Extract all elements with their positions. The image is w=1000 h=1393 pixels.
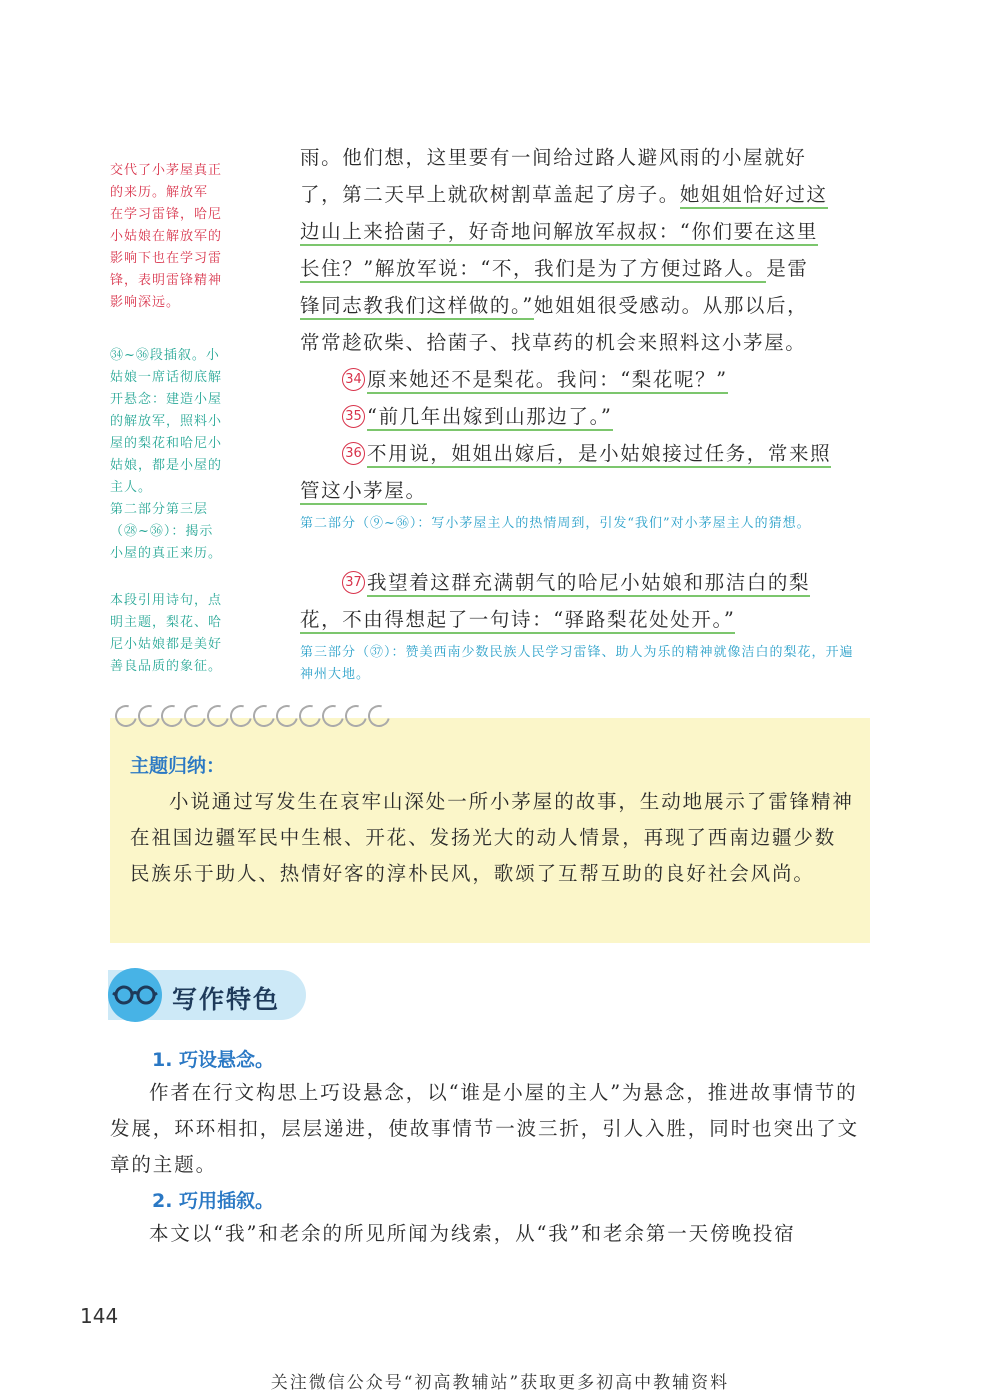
body-line: 了，第二天早上就砍树割草盖起了房子。她姐姐恰好过这 bbox=[300, 180, 865, 210]
annotation-flashback: ㉞~㊱段插叙。小 姑娘一席话彻底解 开悬念：建造小屋 的解放军，照料小 屋的梨花和哈尼小 姑娘，都是小屋的 主人。 第二部分第三层 （㉘~㊱）：揭示 小屋的真正来历。 bbox=[110, 348, 223, 561]
feature-heading-1: 1. 巧设悬念。 bbox=[152, 1049, 275, 1071]
ring-icon bbox=[318, 701, 348, 731]
paragraph-34: 34 原来她还不是梨花。我问：“梨花呢？” bbox=[342, 365, 907, 395]
part3-summary: 第三部分（㊲）：赞美西南少数民族人民学习雷锋、助人为乐的精神就像洁白的梨花，开遍神州大地。 bbox=[300, 645, 854, 682]
body-line: 长住？”解放军说：“不，我们是为了方便过路人。是雷 bbox=[300, 254, 865, 284]
part2-summary: 第二部分（⑨~㊱）：写小茅屋主人的热情周到，引发“我们”对小茅屋主人的猜想。 bbox=[300, 516, 811, 531]
ring-icon bbox=[226, 701, 256, 731]
paragraph-number: 34 bbox=[342, 368, 365, 391]
ring-icon bbox=[111, 701, 141, 731]
ring-icon bbox=[272, 701, 302, 731]
ring-icon bbox=[249, 701, 279, 731]
paragraph-37: 37 我望着这群充满朝气的哈尼小姑娘和那洁白的梨 bbox=[342, 568, 907, 598]
paragraph-number: 36 bbox=[342, 442, 365, 465]
body-line: 锋同志教我们这样做的。”她姐姐很受感动。从那以后， bbox=[300, 291, 865, 321]
feature-paragraph-1: 作者在行文构思上巧设悬念，以“谁是小屋的主人”为悬念，推进故事情节的发展，环环相扣，层层递进，使故事情节一波三折，引人入胜，同时也突出了文章的主题。 bbox=[110, 1081, 860, 1176]
feature-paragraph-2: 本文以“我”和老余的所见所闻为线索，从“我”和老余第一天傍晚投宿 bbox=[149, 1222, 796, 1245]
paragraph-number: 35 bbox=[342, 405, 365, 428]
annotation-poem-quote: 本段引用诗句，点 明主题，梨花、哈 尼小姑娘都是美好 善良品质的象征。 bbox=[110, 593, 223, 674]
ring-icon bbox=[157, 701, 187, 731]
ring-icon bbox=[364, 701, 394, 731]
paragraph-36: 36 不用说，姐姐出嫁后，是小姑娘接过任务，常来照 bbox=[342, 439, 907, 469]
body-line: 常常趁砍柴、拾菌子、找草药的机会来照料这小茅屋。 bbox=[300, 331, 807, 354]
ring-icon bbox=[295, 701, 325, 731]
body-line: 雨。他们想，这里要有一间给过路人避风雨的小屋就好 bbox=[300, 146, 807, 169]
body-line: 管这小茅屋。 bbox=[300, 476, 865, 506]
body-line: 边山上来拾菌子，好奇地问解放军叔叔：“你们要在这里 bbox=[300, 217, 865, 247]
annotation-source-of-hut: 交代了小茅屋真正 的来历。解放军 在学习雷锋，哈尼 小姑娘在解放军的 影响下也在学习雷 锋，表明雷锋精神 影响深远。 bbox=[110, 163, 223, 310]
feature-heading-2: 2. 巧用插叙。 bbox=[152, 1190, 275, 1212]
notebook-rings bbox=[115, 705, 390, 731]
paragraph-number: 37 bbox=[342, 571, 365, 594]
paragraph-35: 35 “前几年出嫁到山那边了。” bbox=[342, 402, 907, 432]
theme-text: 小说通过写发生在哀牢山深处一所小茅屋的故事，生动地展示了雷锋精神在祖国边疆军民中生根、开花、发扬光大的动人情景，再现了西南边疆少数民族乐于助人、热情好客的淳朴民风，歌颂了互帮互助的良好社会风尚。 bbox=[130, 790, 854, 885]
ring-icon bbox=[203, 701, 233, 731]
page-number: 144 bbox=[80, 1304, 119, 1328]
glasses-icon bbox=[112, 984, 158, 1006]
section-title: 写作特色 bbox=[172, 985, 281, 1014]
theme-title: 主题归纳： bbox=[130, 755, 226, 777]
footer-watermark: 关注微信公众号“初高教辅站”获取更多初高中教辅资料 bbox=[270, 1373, 730, 1393]
body-line: 花，不由得想起了一句诗：“驿路梨花处处开。” bbox=[300, 605, 865, 635]
ring-icon bbox=[180, 701, 210, 731]
ring-icon bbox=[134, 701, 164, 731]
ring-icon bbox=[341, 701, 371, 731]
